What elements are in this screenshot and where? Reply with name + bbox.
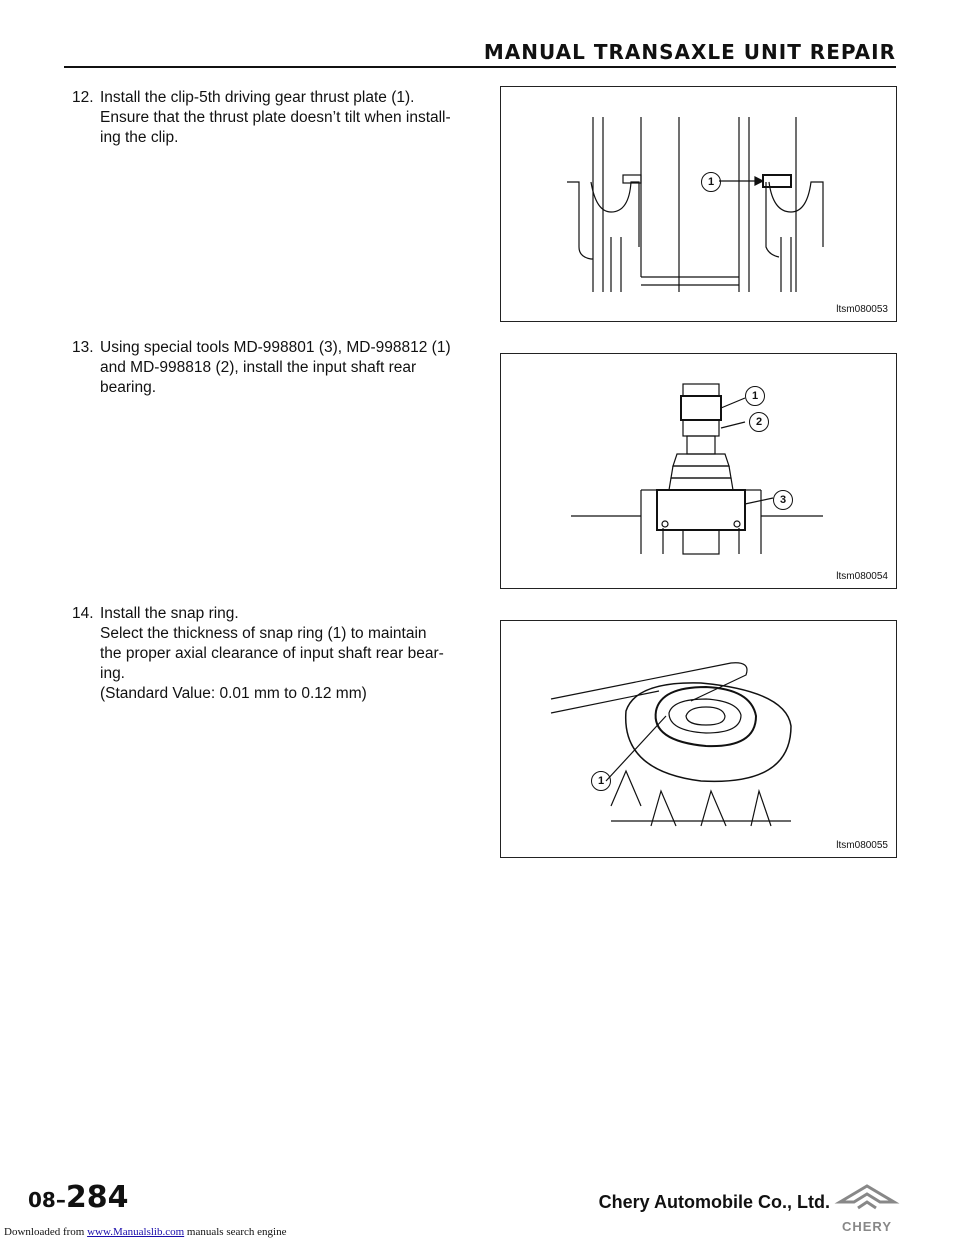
step-number: 13. <box>72 339 94 356</box>
figure-id: ltsm080054 <box>836 571 888 582</box>
callout-1: 1 <box>701 172 721 192</box>
step-text: Install the clip-5th driving gear thrust plate (1). <box>100 89 415 106</box>
figure-id: ltsm080053 <box>836 304 888 315</box>
step-text: ing. <box>100 665 125 682</box>
step-text: Install the snap ring. <box>100 605 239 622</box>
manualslib-link[interactable]: www.Manualslib.com <box>87 1226 185 1238</box>
figure-snap-ring <box>500 620 897 858</box>
step-text: (Standard Value: 0.01 mm to 0.12 mm) <box>100 685 367 702</box>
page-number-value: 284 <box>65 1180 129 1215</box>
step-number: 12. <box>72 89 94 106</box>
callout-1: 1 <box>591 771 611 791</box>
step-text: Ensure that the thrust plate doesn’t tilt when install- <box>100 109 451 126</box>
step-text: and MD-998818 (2), install the input shaft rear <box>100 359 417 376</box>
step-14 <box>72 604 464 704</box>
step-text: bearing. <box>100 379 157 396</box>
step-text: Using special tools MD-998801 (3), MD-998812 (1) <box>100 339 451 356</box>
thrust-plate-illustration <box>501 87 896 321</box>
snap-ring-illustration <box>501 621 896 857</box>
step-13 <box>72 338 464 398</box>
download-banner <box>4 1226 286 1238</box>
bearing-install-illustration <box>501 354 896 588</box>
figure-id: ltsm080055 <box>836 840 888 851</box>
figure-bearing-install <box>500 353 897 589</box>
chery-logo-icon <box>832 1180 902 1220</box>
callout-3: 3 <box>773 490 793 510</box>
banner-prefix: Downloaded from <box>4 1226 85 1238</box>
step-text: the proper axial clearance of input shaft rear bear- <box>100 645 444 662</box>
section-prefix: 08– <box>28 1188 66 1212</box>
banner-suffix: manuals search engine <box>186 1226 287 1238</box>
logo-wordmark: CHERY <box>841 1219 893 1234</box>
header-divider <box>64 66 896 68</box>
chery-logo <box>832 1180 902 1236</box>
figure-thrust-plate <box>500 86 897 322</box>
step-12 <box>72 88 464 148</box>
callout-1: 1 <box>745 386 765 406</box>
step-text: Select the thickness of snap ring (1) to maintain <box>100 625 427 642</box>
step-number: 14. <box>72 605 94 622</box>
page-number <box>28 1180 128 1215</box>
section-title: MANUAL TRANSAXLE UNIT REPAIR <box>483 40 896 64</box>
callout-2: 2 <box>749 412 769 432</box>
company-name: Chery Automobile Co., Ltd. <box>598 1192 830 1212</box>
step-text: ing the clip. <box>100 129 179 146</box>
